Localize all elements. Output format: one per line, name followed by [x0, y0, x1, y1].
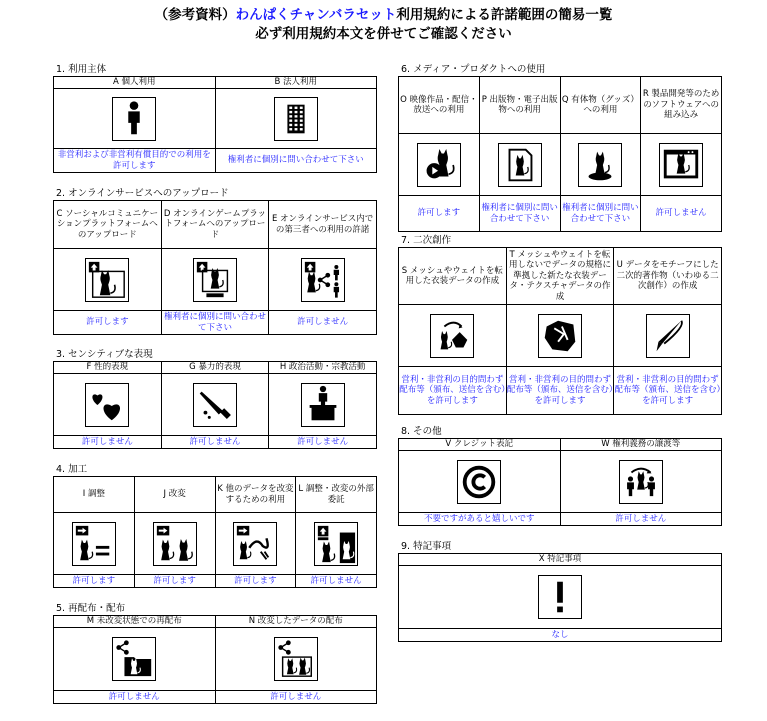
item-label-W: W 権利義務の譲渡等	[560, 439, 722, 451]
goods-icon	[578, 143, 622, 187]
item-status-Q: 権利者に個別に問い合わせて下さい	[560, 196, 641, 232]
item-icon-cell-K	[215, 513, 296, 575]
item-label-O: O 映像作品・配信・放送への利用	[399, 77, 480, 134]
item-status-N: 許可しません	[215, 691, 377, 704]
item-icon-cell-R	[641, 134, 722, 196]
speaker-podium-icon	[301, 383, 345, 427]
item-icon-cell-J	[134, 513, 215, 575]
section-s2	[53, 188, 377, 335]
permission-table	[398, 76, 722, 232]
item-icon-cell-U	[614, 305, 722, 367]
building-icon	[274, 97, 318, 141]
item-label-B: B 法人利用	[215, 77, 377, 89]
section-title: 2. オンラインサービスへのアップロード	[56, 188, 229, 199]
item-status-B: 権利者に個別に問い合わせて下さい	[215, 149, 377, 173]
item-icon-cell-Q	[560, 134, 641, 196]
modify-icon	[153, 522, 197, 566]
item-icon-cell-C	[54, 249, 162, 311]
document-icon	[498, 143, 542, 187]
section-s7	[398, 235, 722, 415]
item-icon-cell-W	[560, 451, 722, 513]
item-label-V: V クレジット表記	[399, 439, 561, 451]
title-prefix: （参考資料）	[154, 7, 236, 23]
item-status-P: 権利者に個別に問い合わせて下さい	[479, 196, 560, 232]
item-status-I: 許可します	[54, 575, 135, 588]
page-subtitle: 必ず利用規約本文を併せてご確認ください	[255, 26, 512, 42]
item-status-A: 非営利および非営利有償目的での利用を許可します	[54, 149, 216, 173]
permission-table	[398, 553, 722, 642]
item-status-J: 許可します	[134, 575, 215, 588]
item-status-M: 許可しません	[54, 691, 216, 704]
item-label-Q: Q 有体物（グッズ）への利用	[560, 77, 641, 134]
ribbon-icon	[233, 522, 277, 566]
page-title	[0, 6, 767, 24]
item-status-T: 営利・非営利の目的問わず配布等（頒布、送信を含む）を許可します	[506, 367, 614, 415]
item-label-L: L 調整・改変の外部委託	[296, 477, 377, 513]
section-title: 7. 二次創作	[401, 235, 452, 246]
item-icon-cell-S	[399, 305, 507, 367]
item-status-K: 許可します	[215, 575, 296, 588]
software-window-icon	[659, 143, 703, 187]
item-status-U: 営利・非営利の目的問わず配布等（頒布、送信を含む）を許可します	[614, 367, 722, 415]
costume-transfer-icon	[430, 314, 474, 358]
permission-table	[53, 615, 377, 704]
share-people-icon	[301, 258, 345, 302]
item-status-F: 許可しません	[54, 436, 162, 449]
item-label-I: I 調整	[54, 477, 135, 513]
item-label-E: E オンラインサービス内での第三者への利用の許諾	[269, 201, 377, 249]
transfer-people-icon	[619, 460, 663, 504]
section-title: 5. 再配布・配布	[56, 603, 126, 614]
permission-table	[53, 76, 377, 173]
section-s1	[53, 64, 377, 173]
fabric-icon	[538, 314, 582, 358]
copyright-icon	[457, 460, 501, 504]
permission-table	[53, 361, 377, 449]
item-label-C: C ソーシャルコミュニケーションプラットフォームへのアップロード	[54, 201, 162, 249]
item-icon-cell-N	[215, 628, 377, 691]
hearts-icon	[85, 383, 129, 427]
item-icon-cell-P	[479, 134, 560, 196]
item-status-C: 許可します	[54, 311, 162, 335]
redistribute-folder-icon	[112, 637, 156, 681]
item-label-U: U データをモチーフにした二次的著作物（いわゆる二次創作）の作成	[614, 248, 722, 305]
section-s3	[53, 349, 377, 449]
item-status-D: 権利者に個別に問い合わせて下さい	[161, 311, 269, 335]
section-title: 6. メディア・プロダクトへの使用	[401, 64, 546, 75]
item-icon-cell-X	[399, 566, 722, 629]
item-icon-cell-F	[54, 374, 162, 436]
section-title: 4. 加工	[56, 464, 88, 475]
section-title: 3. センシティブな表現	[56, 349, 153, 360]
item-label-G: G 暴力的表現	[161, 362, 269, 374]
section-title: 1. 利用主体	[56, 64, 107, 75]
section-title: 9. 特記事項	[401, 541, 452, 552]
item-label-J: J 改変	[134, 477, 215, 513]
section-s9	[398, 541, 722, 642]
upload-game-icon	[193, 258, 237, 302]
title-suffix: 利用規約による許諾範囲の簡易一覧	[396, 7, 613, 23]
knife-icon	[193, 383, 237, 427]
item-label-K: K 他のデータを改変するための利用	[215, 477, 296, 513]
outsource-icon	[314, 522, 358, 566]
item-icon-cell-I	[54, 513, 135, 575]
item-icon-cell-A	[54, 89, 216, 149]
item-label-N: N 改変したデータの配布	[215, 616, 377, 628]
section-s5	[53, 603, 377, 704]
item-icon-cell-O	[399, 134, 480, 196]
item-icon-cell-L	[296, 513, 377, 575]
permission-table	[398, 438, 722, 526]
item-status-H: 許可しません	[269, 436, 377, 449]
item-label-P: P 出版物・電子出版物への利用	[479, 77, 560, 134]
permission-table	[53, 200, 377, 335]
item-status-X: なし	[399, 629, 722, 642]
item-icon-cell-G	[161, 374, 269, 436]
title-product-name: わんぱくチャンバラセット	[235, 7, 397, 23]
item-icon-cell-E	[269, 249, 377, 311]
item-status-L: 許可しません	[296, 575, 377, 588]
item-icon-cell-V	[399, 451, 561, 513]
video-play-icon	[417, 143, 461, 187]
exclamation-icon	[538, 575, 582, 619]
item-icon-cell-B	[215, 89, 377, 149]
pen-nib-icon	[646, 314, 690, 358]
item-status-S: 営利・非営利の目的問わず配布等（頒布、送信を含む）を許可します	[399, 367, 507, 415]
item-status-O: 許可します	[399, 196, 480, 232]
item-label-R: R 製品開発等のためのソフトウェアへの組み込み	[641, 77, 722, 134]
item-label-S: S メッシュやウェイトを転用した衣装データの作成	[399, 248, 507, 305]
item-label-H: H 政治活動・宗教活動	[269, 362, 377, 374]
section-s6	[398, 64, 722, 232]
item-icon-cell-D	[161, 249, 269, 311]
item-status-V: 不要ですがあると嬉しいです	[399, 513, 561, 526]
section-s8	[398, 426, 722, 526]
person-icon	[112, 97, 156, 141]
item-label-A: A 個人利用	[54, 77, 216, 89]
item-label-F: F 性的表現	[54, 362, 162, 374]
item-icon-cell-M	[54, 628, 216, 691]
item-icon-cell-T	[506, 305, 614, 367]
section-s4	[53, 464, 377, 588]
item-status-E: 許可しません	[269, 311, 377, 335]
item-label-X: X 特記事項	[399, 554, 722, 566]
section-title: 8. その他	[401, 426, 442, 437]
item-label-M: M 未改変状態での再配布	[54, 616, 216, 628]
item-status-R: 許可しません	[641, 196, 722, 232]
distribute-modified-icon	[274, 637, 318, 681]
adjust-icon	[72, 522, 116, 566]
upload-social-icon	[85, 258, 129, 302]
item-status-W: 許可しません	[560, 513, 722, 526]
item-label-T: T メッシュやウェイトを転用しないでデータの規格に準拠した新たな衣装データ・テクスチャデータの作成	[506, 248, 614, 305]
permission-table	[398, 247, 722, 415]
item-icon-cell-H	[269, 374, 377, 436]
permission-table	[53, 476, 377, 588]
item-label-D: D オンラインゲームプラットフォームへのアップロード	[161, 201, 269, 249]
item-status-G: 許可しません	[161, 436, 269, 449]
